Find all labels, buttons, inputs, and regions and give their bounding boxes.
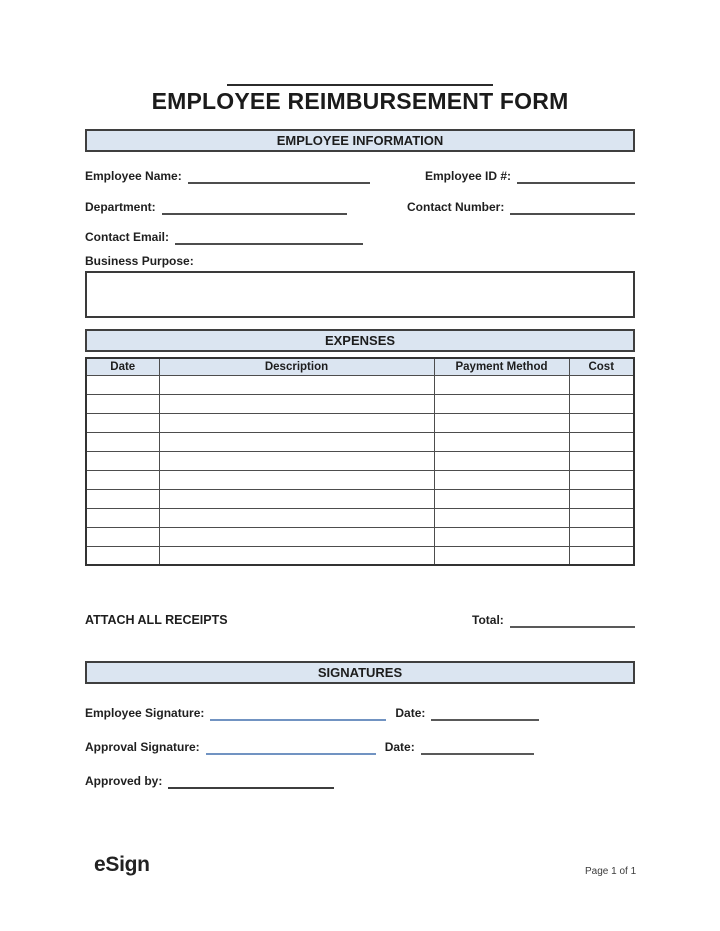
page-indicator: Page 1 of 1 [585,866,637,877]
section-heading-label: EMPLOYEE INFORMATION [276,133,444,148]
expense-cell-cost[interactable] [569,375,634,394]
total-field [472,613,635,628]
field-row-2 [85,198,635,215]
expense-row [86,546,634,565]
expense-cell-payment-method[interactable] [434,489,569,508]
approved-by-input-line[interactable] [168,777,334,789]
expense-cell-description[interactable] [159,394,434,413]
contact-number-label: Contact Number: [407,200,505,214]
expense-cell-cost[interactable] [569,489,634,508]
expense-row [86,451,634,470]
expense-cell-cost[interactable] [569,451,634,470]
expense-cell-payment-method[interactable] [434,413,569,432]
expense-row [86,375,634,394]
expense-cell-payment-method[interactable] [434,394,569,413]
title-top-rule [227,84,493,86]
section-header-employee-information [85,129,635,152]
expense-cell-date[interactable] [86,394,159,413]
document-title: EMPLOYEE REIMBURSEMENT FORM [151,88,569,114]
expense-cell-date[interactable] [86,489,159,508]
expense-cell-cost[interactable] [569,413,634,432]
expense-cell-payment-method[interactable] [434,451,569,470]
expense-cell-description[interactable] [159,451,434,470]
field-employee-id [425,167,635,184]
expense-row [86,394,634,413]
expense-cell-payment-method[interactable] [434,508,569,527]
expense-row [86,489,634,508]
expense-cell-date[interactable] [86,375,159,394]
expenses-table-header [86,358,634,375]
expense-cell-payment-method[interactable] [434,470,569,489]
expense-row [86,527,634,546]
total-label: Total: [472,613,504,627]
approval-signature-input-line[interactable] [206,743,376,755]
expense-row [86,432,634,451]
esign-logo: eSign [94,853,150,876]
attach-receipts-note: ATTACH ALL RECEIPTS [85,613,228,627]
expense-row [86,413,634,432]
expense-cell-date[interactable] [86,527,159,546]
employee-name-input-line[interactable] [188,171,370,184]
expense-cell-description[interactable] [159,508,434,527]
employee-signature-label: Employee Signature: [85,706,205,720]
column-header-date: Date [86,358,159,375]
expense-cell-payment-method[interactable] [434,527,569,546]
expense-row [86,470,634,489]
contact-number-input-line[interactable] [510,202,635,215]
department-label: Department: [85,200,156,214]
field-contact-number [407,198,635,215]
expenses-table-body [86,375,634,565]
expense-cell-payment-method[interactable] [434,546,569,565]
employee-id-label: Employee ID #: [425,169,512,183]
expense-cell-description[interactable] [159,489,434,508]
employee-signature-date-line[interactable] [431,709,539,721]
employee-signature-input-line[interactable] [210,709,386,721]
employee-signature-row [85,704,539,721]
employee-name-label: Employee Name: [85,169,182,183]
approved-by-label: Approved by: [85,774,163,788]
expense-cell-description[interactable] [159,527,434,546]
expense-cell-date[interactable] [86,451,159,470]
expense-cell-description[interactable] [159,432,434,451]
expense-cell-payment-method[interactable] [434,375,569,394]
employee-signature-date-label: Date: [395,706,426,720]
approval-signature-label: Approval Signature: [85,740,200,754]
expense-cell-description[interactable] [159,546,434,565]
expense-cell-cost[interactable] [569,508,634,527]
field-employee-name [85,167,370,184]
column-header-payment-method: Payment Method [434,358,569,375]
expense-cell-cost[interactable] [569,394,634,413]
expense-cell-cost[interactable] [569,432,634,451]
expense-row [86,508,634,527]
expense-cell-cost[interactable] [569,546,634,565]
column-header-description: Description [159,358,434,375]
column-header-cost: Cost [569,358,634,375]
section-heading-label: EXPENSES [324,333,396,348]
approval-signature-date-label: Date: [384,740,415,754]
business-purpose-textarea[interactable] [85,271,635,318]
expense-cell-cost[interactable] [569,527,634,546]
expense-cell-date[interactable] [86,432,159,451]
section-header-signatures [85,661,635,684]
employee-id-input-line[interactable] [517,171,635,184]
expenses-header-row [86,358,634,375]
section-header-expenses [85,329,635,352]
expense-cell-date[interactable] [86,546,159,565]
total-input-line[interactable] [510,616,635,628]
expense-cell-date[interactable] [86,413,159,432]
expense-cell-cost[interactable] [569,470,634,489]
expense-cell-payment-method[interactable] [434,432,569,451]
approved-by-row [85,772,334,789]
expense-cell-date[interactable] [86,508,159,527]
contact-email-input-line[interactable] [175,232,363,245]
field-row-1 [85,167,635,184]
expense-cell-description[interactable] [159,375,434,394]
field-contact-email [85,228,363,245]
expense-cell-description[interactable] [159,470,434,489]
expense-cell-date[interactable] [86,470,159,489]
field-row-3 [85,228,635,245]
section-heading-label: SIGNATURES [317,665,403,680]
approval-signature-date-line[interactable] [421,743,534,755]
contact-email-label: Contact Email: [85,230,170,244]
approval-signature-row [85,738,534,755]
expense-cell-description[interactable] [159,413,434,432]
department-input-line[interactable] [162,202,347,215]
receipts-total-row [85,611,635,628]
expenses-table [85,357,635,566]
business-purpose-label: Business Purpose: [85,254,194,268]
field-department [85,198,347,215]
